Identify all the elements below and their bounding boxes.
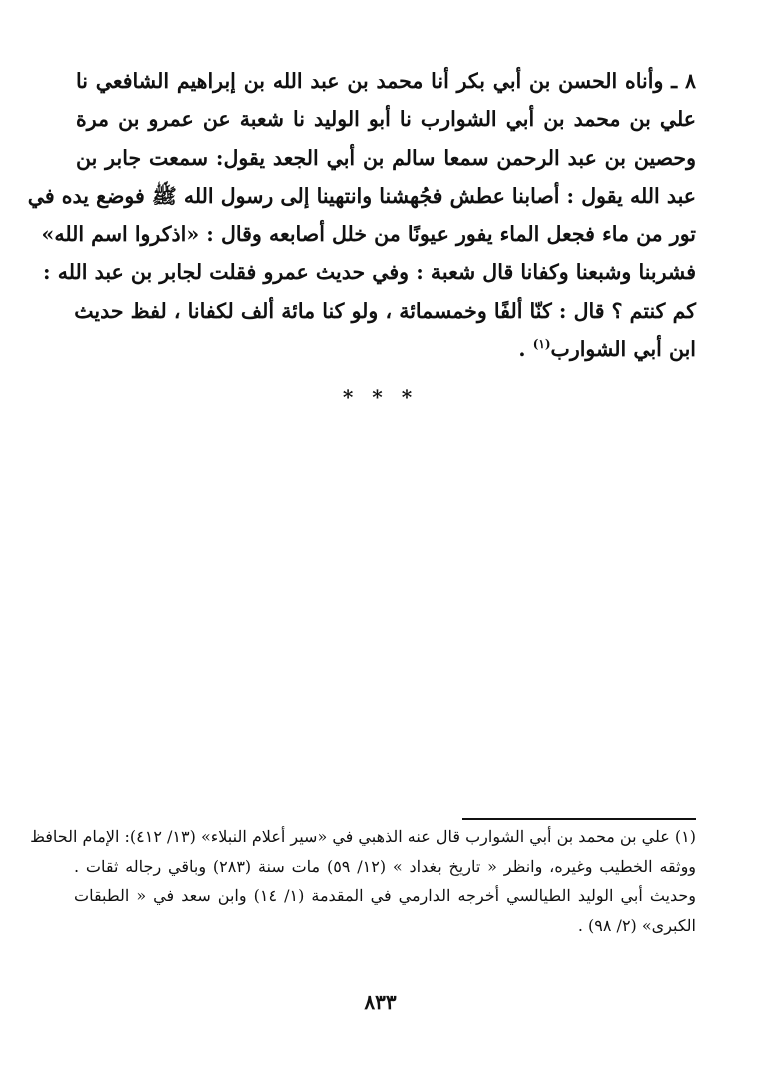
footnote-divider — [462, 818, 696, 820]
hadith-last-line-text: ابن أبي الشوارب — [550, 337, 696, 362]
footnote-line-1: (١) علي بن محمد بن أبي الشوارب قال عنه الذهبي في «سير أعلام النبلاء» (١٣/ ٤١٢): الإمام الحافظ — [30, 827, 696, 846]
hadith-line-5: تور من ماء فجعل الماء يفور عيونًا من خلل أصابعه وقال : «اذكروا اسم الله» — [41, 222, 696, 247]
page-number: ٨٣٣ — [364, 990, 397, 1014]
hadith-line-1: ٨ ـ وأناه الحسن بن أبي بكر أنا محمد بن عبد الله بن إبراهيم الشافعي نا — [76, 69, 696, 93]
hadith-line-6: فشربنا وشبعنا وكفانا قال شعبة : وفي حديث عمرو فقلت لجابر بن عبد الله : — [43, 260, 696, 285]
footnote-line-2: ووثقه الخطيب وغيره، وانظر « تاريخ بغداد » (١٢/ ٥٩) مات سنة (٢٨٣) وباقي رجاله ثقات . — [74, 856, 697, 876]
section-separator: * * * — [342, 385, 419, 409]
footnote-reference-marker: (١) — [532, 337, 551, 352]
hadith-last-line-end: . — [518, 337, 533, 362]
hadith-line-4: عبد الله يقول : أصابنا عطش فجُهشنا وانتهينا إلى رسول الله ﷺ فوضع يده في — [27, 183, 696, 208]
footnotes — [30, 822, 697, 940]
footnote-line-4: الكبرى» (٢/ ٩٨) . — [577, 915, 696, 935]
footnote-line-3: وحديث أبي الوليد الطيالسي أخرجه الدارمي في المقدمة (١/ ١٤) وابن سعد في « الطبقات — [74, 886, 697, 905]
hadith-text — [27, 62, 696, 368]
hadith-line-3: وحصين بن عبد الرحمن سمعا سالم بن أبي الجعد يقول: سمعت جابر بن — [76, 145, 696, 170]
hadith-line-7: كم كنتم ؟ قال : كنّا ألفًا وخمسمائة ، ولو كنا مائة ألف لكفانا ، لفظ حديث — [74, 298, 696, 323]
hadith-line-2: علي بن محمد بن أبي الشوارب نا أبو الوليد نا شعبة عن عمرو بن مرة — [76, 107, 696, 132]
hadith-line-8 — [76, 330, 696, 368]
